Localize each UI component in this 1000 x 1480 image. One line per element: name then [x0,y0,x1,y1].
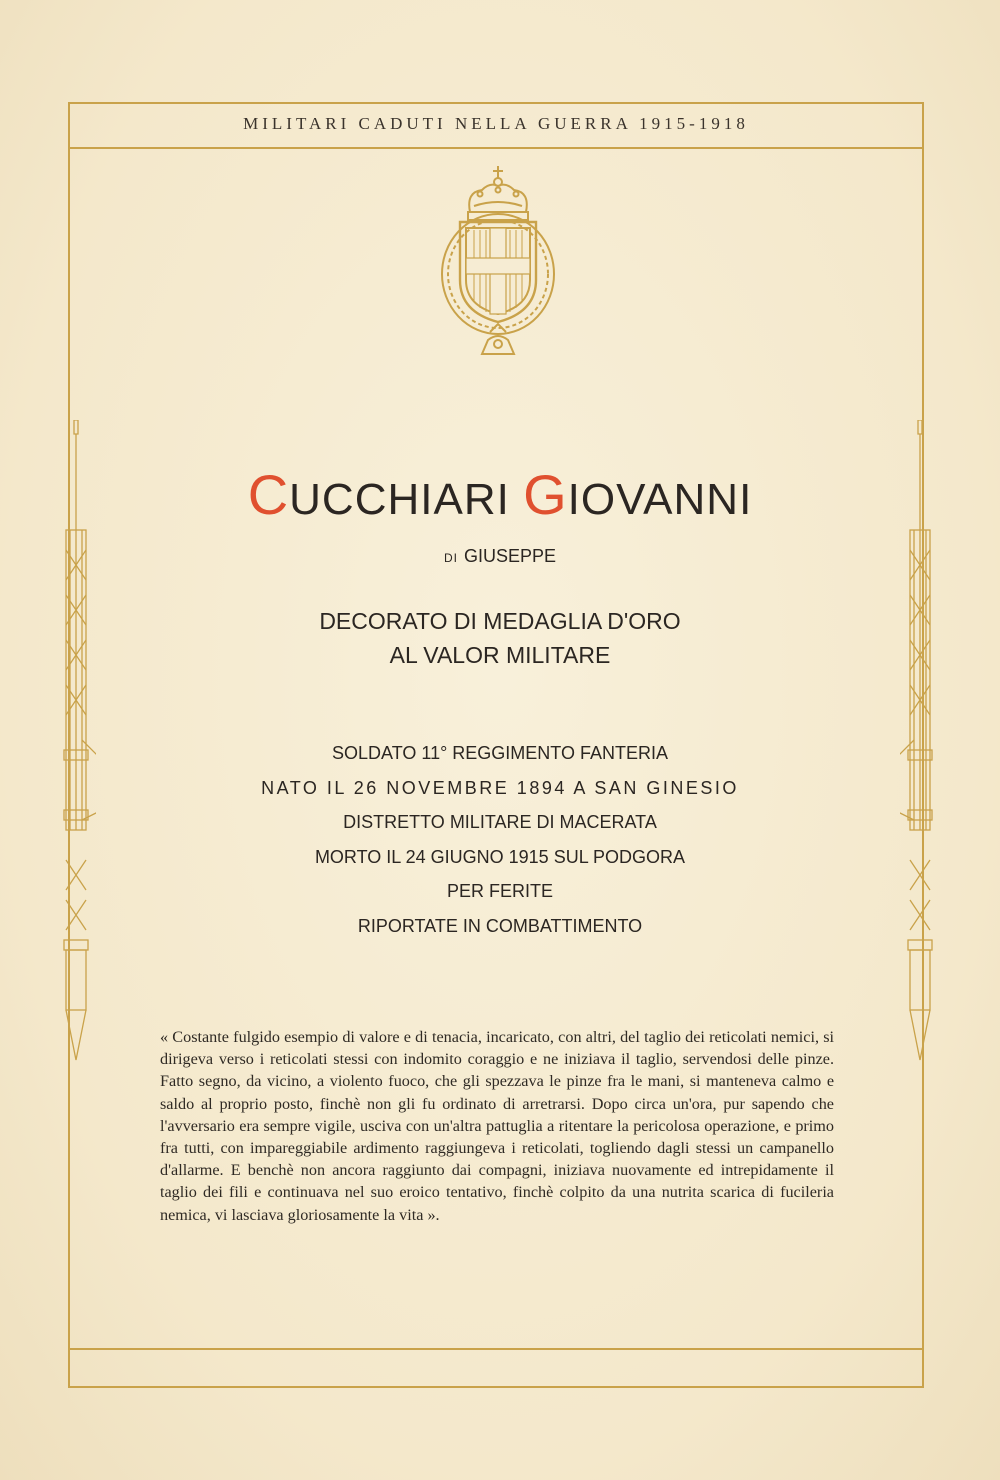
medal-citation: « Costante fulgido esempio di valore e di tenacia, incaricato, con altri, del taglio dei reticolati nemici, si dirigeva verso i reticolati stessi con indomito coraggio e ne iniziava il taglio, servendosi delle pinze. Fatto segno, da vicino, a violento fuoco, che gli spezzava le pinze fra le mani, si manteneva calmo e saldo al proprio posto, finchè non gli fu ordinato di arretrarsi. Dopo circa un'ora, pur sapendo che l'avversario era sempre vigile, usciva con un'altra pattuglia a ritentare la pericolosa operazione, e primo fra tutti, con impareggiabile ardimento raggiungeva i reticolati, togliendo dagli stessi un campanello d'allarme. E benchè non ancora raggiunto dai compagni, iniziava nuovamente ed intrepidamente il taglio dei fili e continuava nel suo eroico tentativo, finchè colpito da una nutrita scarica di fucileria nemica, vi lasciava gloriosamente la vita ». [160,1028,834,1224]
surname-rest: UCCHIARI [289,475,510,524]
detail-line: MORTO IL 24 GIUGNO 1915 SUL PODGORA [314,846,686,867]
service-details [0,736,1000,943]
detail-line: DISTRETTO MILITARE DI MACERATA [343,812,657,832]
footer-divider [68,1348,924,1350]
decoration-line-1: DECORATO DI MEDAGLIA D'ORO [319,608,681,634]
parent-prefix: DI [443,551,458,565]
savoy-coat-of-arms-icon [436,162,560,362]
detail-line: SOLDATO 11° REGGIMENTO FANTERIA [332,743,668,763]
detail-line: NATO IL 26 NOVEMBRE 1894 A SAN GINESIO [261,777,739,798]
detail-line: RIPORTATE IN COMBATTIMENTO [357,915,643,936]
fallen-soldier-name [0,462,1000,527]
given-initial: G [523,463,568,526]
decoration-block [0,604,1000,672]
given-rest: IOVANNI [567,475,753,524]
header-divider [68,147,924,149]
parent-name: GIUSEPPE [463,546,557,566]
detail-line: PER FERITE [446,881,553,901]
parent-line [0,546,1000,567]
decoration-line-2: AL VALOR MILITARE [389,642,611,668]
surname-initial: C [247,463,290,526]
page-header: MILITARI CADUTI NELLA GUERRA 1915-1918 [243,114,749,133]
